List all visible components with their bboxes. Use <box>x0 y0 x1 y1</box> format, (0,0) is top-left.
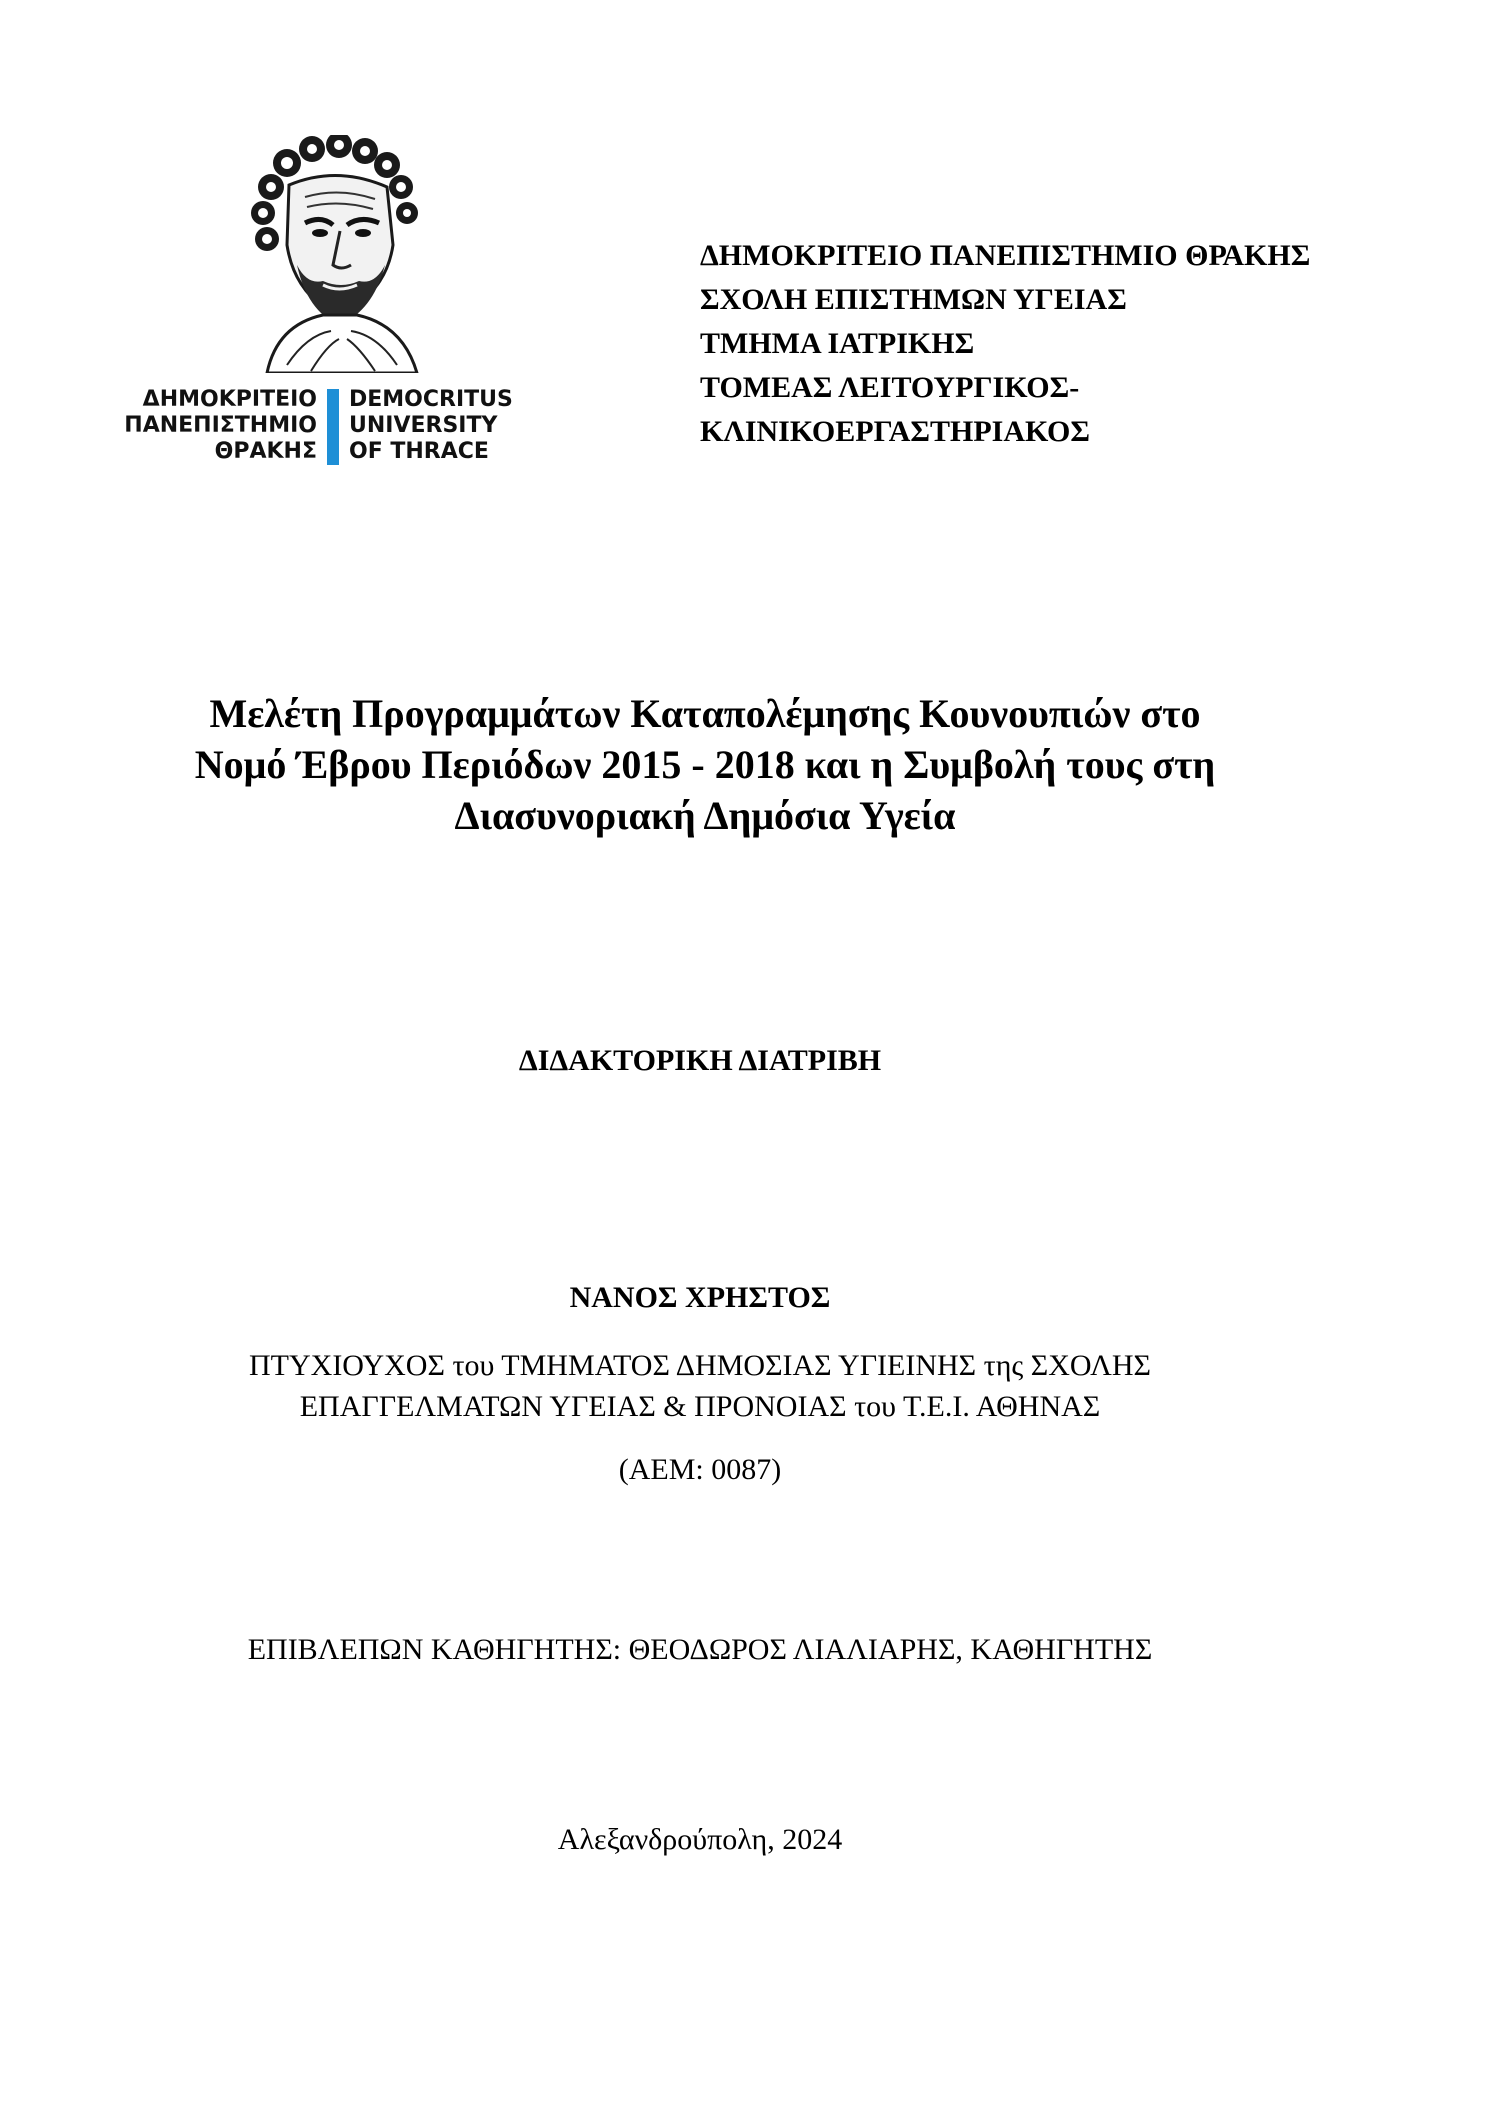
institution-header <box>700 234 1440 454</box>
place-and-date: Αλεξανδρούπολη, 2024 <box>557 1823 843 1856</box>
institution-department: ΤΜΗΜΑ ΙΑΤΡΙΚΗΣ <box>700 327 975 360</box>
university-logo <box>112 135 532 465</box>
author-degree-line: ΠΤΥΧΙΟΥΧΟΣ του ΤΜΗΜΑΤΟΣ ΔΗΜΟΣΙΑΣ ΥΓΙΕΙΝΗΣ της ΣΧΟΛΗΣ <box>249 1349 1151 1382</box>
democritus-portrait-icon <box>227 135 427 373</box>
thesis-title <box>80 688 1330 841</box>
document-type: ΔΙΔΑΚΤΟΡΙΚΗ ΔΙΑΤΡΙΒΗ <box>518 1044 882 1077</box>
student-id: (ΑΕΜ: 0087) <box>618 1453 782 1486</box>
logo-text-english: DEMOCRITUS UNIVERSITY OF THRACE <box>349 387 513 464</box>
author-degree-line: ΕΠΑΓΓΕΛΜΑΤΩΝ ΥΓΕΙΑΣ & ΠΡΟΝΟΙΑΣ του Τ.Ε.Ι. ΑΘΗΝΑΣ <box>299 1390 1101 1423</box>
thesis-title-line: Διασυνοριακή Δημόσια Υγεία <box>454 793 956 838</box>
institution-sector-line1: ΤΟΜΕΑΣ ΛΕΙΤΟΥΡΓΙΚΟΣ- <box>700 371 1080 404</box>
author-degree <box>0 1345 1400 1427</box>
logo-divider-bar <box>327 389 339 465</box>
author-name: ΝΑΝΟΣ ΧΡΗΣΤΟΣ <box>569 1281 831 1314</box>
supervisor: ΕΠΙΒΛΕΠΩΝ ΚΑΘΗΓΗΤΗΣ: ΘΕΟΔΩΡΟΣ ΛΙΑΛΙΑΡΗΣ, ΚΑΘΗΓΗΤΗΣ <box>247 1633 1153 1666</box>
institution-sector-line2: ΚΛΙΝΙΚΟΕΡΓΑΣΤΗΡΙΑΚΟΣ <box>700 415 1090 448</box>
institution-university: ΔΗΜΟΚΡΙΤΕΙΟ ΠΑΝΕΠΙΣΤΗΜΙΟ ΘΡΑΚΗΣ <box>700 239 1311 272</box>
thesis-title-line: Νομό Έβρου Περιόδων 2015 - 2018 και η Συμβολή τους στη <box>194 742 1216 787</box>
logo-text-greek: ΔΗΜΟΚΡΙΤΕΙΟ ΠΑΝΕΠΙΣΤΗΜΙΟ ΘΡΑΚΗΣ <box>124 387 317 464</box>
thesis-title-line: Μελέτη Προγραμμάτων Καταπολέμησης Κουνουπιών στο <box>209 691 1201 736</box>
institution-school: ΣΧΟΛΗ ΕΠΙΣΤΗΜΩΝ ΥΓΕΙΑΣ <box>700 283 1127 316</box>
